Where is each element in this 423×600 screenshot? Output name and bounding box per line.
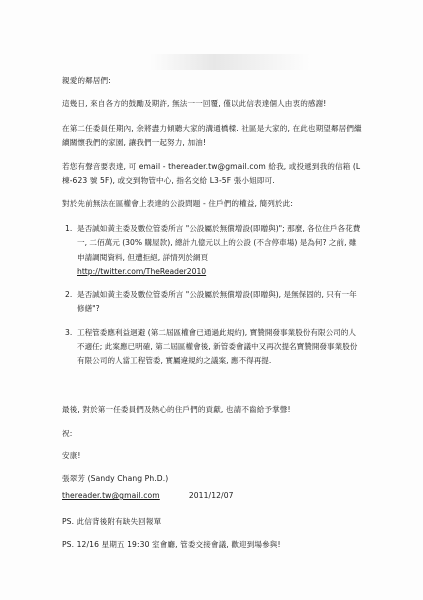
signature-line: [62, 489, 362, 503]
wish: 安康!: [62, 451, 81, 460]
twitter-link[interactable]: http://twitter.com/TheReader2010: [77, 266, 207, 276]
paragraph-contact: 若您有聲音要表達, 可 email - thereader.tw@gmail.com 給我, 或投遞到我的信箱 (L 棟-623 號 5F), 或交到物管中心, 指名交給 L3-5F 張小姐即可.: [62, 162, 361, 186]
signature-name: 張翠芳 (Sandy Chang Ph.D.): [62, 474, 169, 483]
item-number: 2.: [65, 290, 73, 300]
paragraph-thanks: 這幾日, 來自各方的鼓勵及期許, 無法一一回覆, 僅以此信表達個人由衷的感謝!: [62, 99, 327, 108]
item-number: 1.: [65, 224, 73, 233]
list-item: [62, 222, 362, 279]
item-text: 是否誠如黃主委及數位管委所言 "公設屬於無償增設(即贈與)"; 那麼, 各位住戶各花費一, 二佰萬元 (30% 購屋款), 總計九億元以上的公設 (不含停車場) 是為何? 之前, 雖申請調閱資料, 但遭拒絕, 詳情列於網頁: [77, 224, 361, 262]
list-item: [62, 288, 362, 317]
issues-list: [62, 222, 362, 378]
item-text: 是否誠如黃主委及數位管委所言 "公設屬於無償增設(即贈與), 是無保固的, 只有一年修繕"?: [77, 290, 357, 314]
ps-meeting-note: PS. 12/16 星期五 19:30 室會廳, 管委交接會議, 歡迎到場參與!: [62, 540, 281, 549]
signature-date: 2011/12/07: [188, 491, 234, 500]
paragraph-intro-issues: 對於先前無法在區權會上表達的公設問題 - 住戶們的權益, 簡列於此:: [62, 199, 293, 208]
regards: 祝:: [62, 429, 73, 438]
ps-attachment-note: PS. 此信背後附有缺失回報單: [62, 517, 162, 526]
closing-paragraph: 最後, 對於第一任委員們及熱心的住戶們的貢獻, 也請不齒給予掌聲!: [62, 405, 291, 414]
salutation: 親愛的鄰居們:: [62, 76, 111, 85]
list-item: [62, 326, 362, 369]
paragraph-commitment: 在第二任委員任期內, 余將盡力傾聽大家的溝通橋樑. 社區是大家的, 在此也期望鄰居們繼續關懷我們的家園, 讓我們一起努力, 加油!: [62, 124, 362, 148]
signature-email[interactable]: thereader.tw@gmail.com: [62, 491, 160, 500]
scan-smudge: [150, 54, 310, 70]
item-text: 工程管委應利益迴避 (第二屆區權會已通過此規約), 寶贊開發事業股份有限公司的人不適任; 此案應已明確, 第二屆區權會後, 新管委會議中又再次提名寶贊開發事業股份有限公司的人當工程管委, 實屬違規約之議案, 應不得再提.: [77, 327, 358, 366]
item-number: 3.: [65, 327, 73, 337]
